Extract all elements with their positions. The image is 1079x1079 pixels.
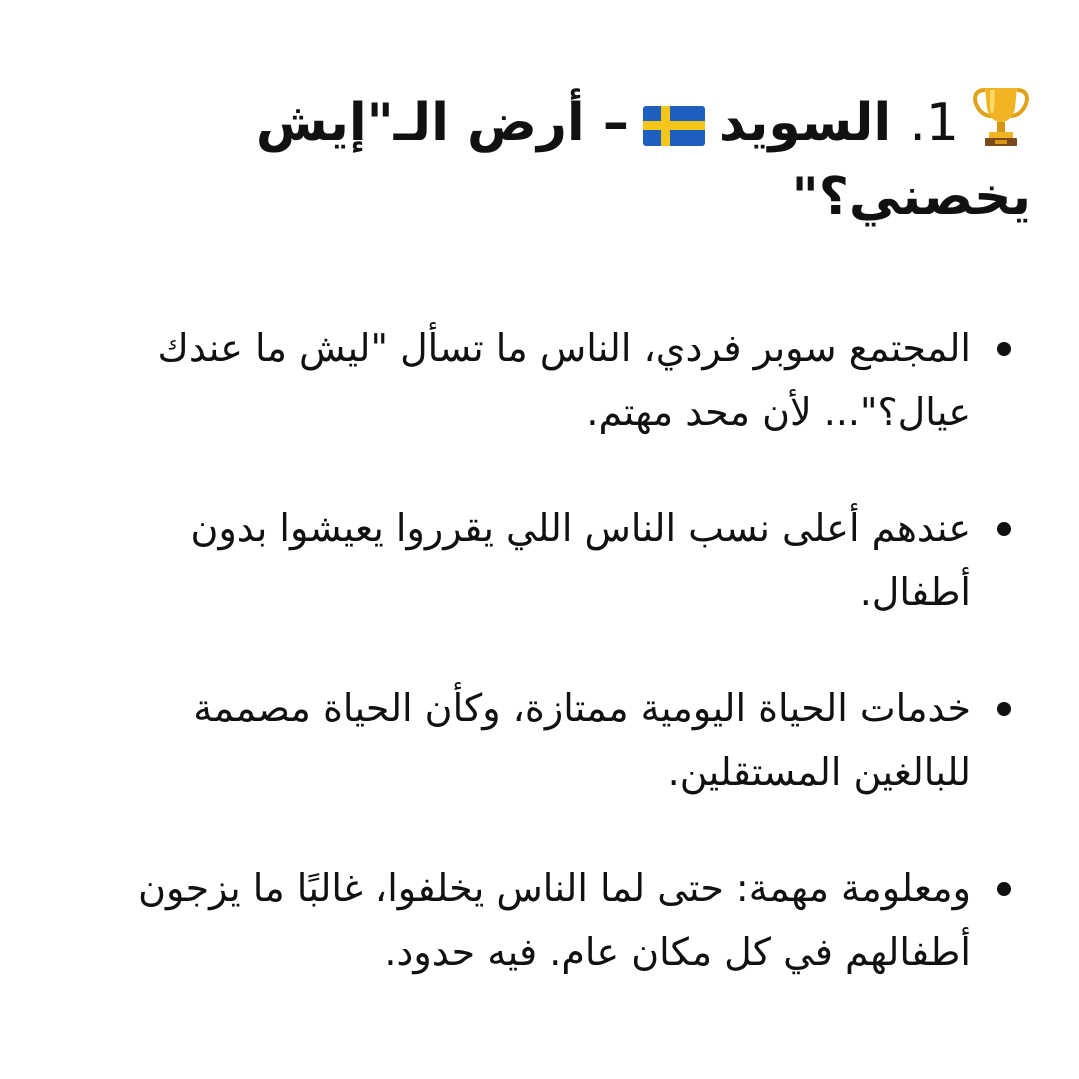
title-tagline: أرض الـ"إيش يخصني؟" <box>255 93 1031 227</box>
bullet-dot <box>997 522 1011 536</box>
bullet-dot <box>997 702 1011 716</box>
list-item <box>81 496 1011 624</box>
list-item-text: المجتمع سوبر فردي، الناس ما تسأل "ليش ما عندك عيال؟"... لأن محد مهتم. <box>157 326 971 434</box>
title-country: السويد <box>718 93 892 153</box>
list-item <box>81 316 1011 444</box>
list-item <box>81 676 1011 804</box>
list-item-text: خدمات الحياة اليومية ممتازة، وكأن الحياة مصممة للبالغين المستقلين. <box>193 686 971 794</box>
list-item <box>81 856 1011 984</box>
title-number: 1. <box>909 93 959 153</box>
page-title <box>151 84 1031 234</box>
list-item-text: ومعلومة مهمة: حتى لما الناس يخلفوا، غالبًا ما يزجون أطفالهم في كل مكان عام. فيه حدود. <box>138 866 971 974</box>
title-separator: – <box>602 93 629 153</box>
bullet-dot <box>997 342 1011 356</box>
bullet-dot <box>997 882 1011 896</box>
sweden-flag-icon <box>643 92 705 132</box>
bullet-list <box>81 316 1011 1036</box>
list-item-text: عندهم أعلى نسب الناس اللي يقرروا يعيشوا بدون أطفال. <box>190 506 971 614</box>
trophy-icon <box>971 84 1031 148</box>
